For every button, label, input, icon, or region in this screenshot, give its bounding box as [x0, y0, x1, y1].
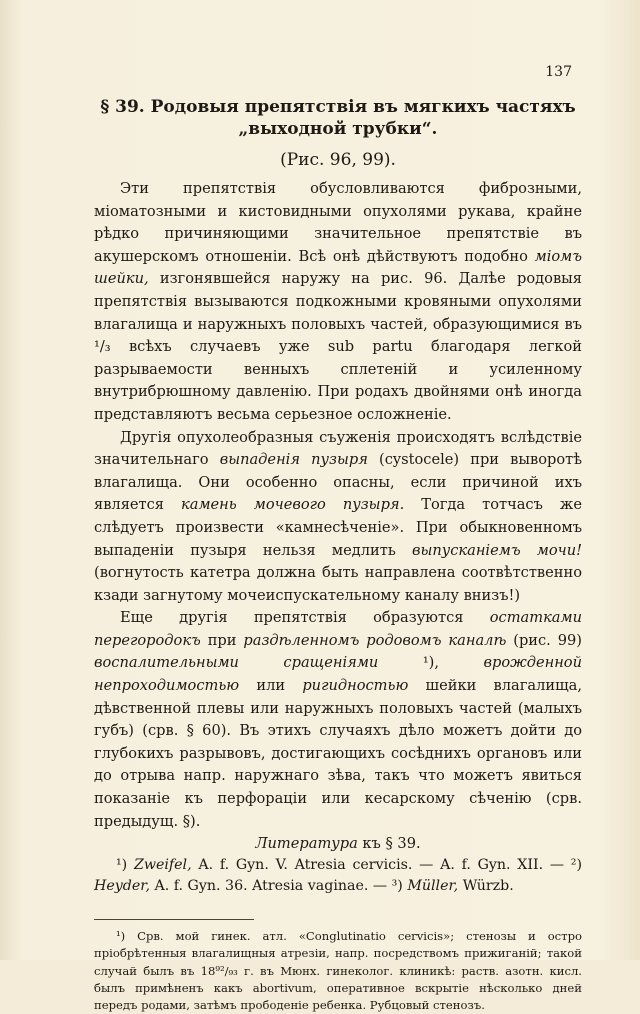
text-run: Würzb.	[458, 878, 514, 895]
footnote: ¹) Срв. мой гинек. атл. «Conglutinatio cervicis»; стенозы и остро пріобрѣтенныя влагалищныя атрезіи, напр. посредствомъ прижиганій; такой случай былъ въ 18⁹²/₉₃ г. въ Мюнх. гинеколог. клиникѣ: раств. азотн. кисл. былъ примѣненъ какъ abortivum, оперативное вскрытіе нѣсколько дней передъ родами, затѣмъ прободеніе ребенка. Рубцовый стенозъ.	[94, 929, 582, 1013]
text-run: Тогда тотчасъ же слѣдуетъ произвести «камнесѣченіе». При обыкновенномъ выпаденіи пузыря нельзя медлить	[94, 496, 582, 559]
section-heading	[94, 96, 582, 140]
text-run: A. f. Gyn. V. Atresia cervicis. — A. f. Gyn. XII. — ²)	[191, 857, 583, 874]
emphasized-text: Zweifel,	[133, 857, 192, 874]
text-run: шейки влагалища, дѣвственной плевы или наружныхъ половыхъ частей (малыхъ губъ) (срв. § 60). Въ этихъ случаяхъ дѣло можетъ дойти до глубокихъ разрывовъ, достигающихъ сосѣднихъ органовъ или до отрыва напр. наружнаго зѣва, такъ что можетъ явиться показаніе къ перфораціи или кесарскому сѣченію (срв. предыдущ. §).	[94, 677, 582, 830]
text-run: A. f. Gyn. 36. Atresia vaginae. — ³)	[150, 878, 408, 895]
text-run: изгонявшейся наружу на рис. 96. Далѣе родовыя препятствія вызываются подкожными кровяными опухолями влагалища и наружныхъ половыхъ частей, образующимися въ ¹/₃ всѣхъ случаевъ уже sub partu благодаря легкой разрываемости венныхъ сплетеній и усиленному внутрибрюшному давленію. При родахъ двойнями онѣ иногда представляютъ весьма серьезное осложненіе.	[94, 270, 582, 423]
text-run: или	[239, 677, 303, 695]
paragraph	[94, 427, 582, 608]
paragraph	[94, 607, 582, 833]
emphasized-text: воспалительными сращеніями	[94, 654, 379, 672]
figure-reference: (Рис. 96, 99).	[280, 150, 396, 170]
emphasized-text: Müller,	[407, 878, 459, 895]
text-run: (рис. 99)	[506, 631, 583, 649]
footnote-divider	[94, 919, 254, 920]
emphasized-text: остатками перегородокъ	[94, 609, 582, 649]
literature-heading	[94, 833, 582, 855]
emphasized-text: выпусканіемъ мочи!	[411, 541, 582, 559]
text-run: ¹)	[116, 857, 134, 874]
text-run: Другія опухолеобразныя съуженія происходятъ вслѣдствіе значительнаго	[94, 428, 582, 469]
emphasized-text: міомъ шейки,	[94, 247, 582, 288]
references	[94, 855, 582, 897]
text-run: Эти препятствія обусловливаются фиброзными, міоматозными и кистовидными опухолями рукава, крайне рѣдко причиняющими значительное препятствіе въ акушерскомъ отношеніи. Всѣ онѣ дѣйствуютъ подобно	[94, 180, 582, 265]
paragraph	[94, 178, 582, 427]
text-run: (вогнутость катетра должна быть направлена соотвѣтственно кзади загнутому мочеиспускательному каналу внизъ!)	[94, 564, 582, 604]
emphasized-text: Heyder,	[94, 878, 150, 895]
body-text	[94, 178, 582, 833]
literature-heading-italic: Литература	[255, 835, 358, 853]
page-content	[94, 96, 582, 1014]
reference-line	[94, 855, 582, 897]
emphasized-text: раздѣленномъ родовомъ каналѣ	[243, 631, 507, 649]
emphasized-text: выпаденія пузыря	[219, 451, 368, 469]
section-heading-line-1: § 39. Родовыя препятствія въ мягкихъ частяхъ	[100, 97, 576, 117]
page-number: 137	[545, 64, 572, 80]
emphasized-text: врожденной непроходимостью	[94, 654, 582, 695]
emphasized-text: ригидностью	[302, 677, 409, 695]
text-run: (cystocele) при выворотѣ влагалища. Они особенно опасны, если причиной ихъ является	[94, 451, 583, 514]
text-run: при	[200, 631, 244, 649]
emphasized-text: камень мочевого пузыря.	[181, 496, 405, 514]
literature-heading-rest: къ § 39.	[357, 835, 421, 853]
section-heading-line-2: „выходной трубки“.	[238, 119, 438, 139]
text-run: ¹),	[378, 654, 484, 672]
text-run: Еще другія препятствія образуются	[120, 609, 490, 627]
